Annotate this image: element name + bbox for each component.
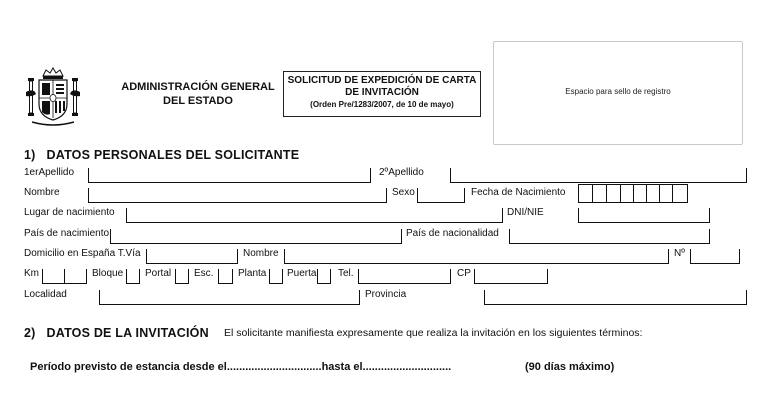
label-localidad: Localidad (24, 289, 67, 300)
label-domicilio: Domicilio en España T.Vía (24, 248, 141, 259)
pais-nacimiento-field[interactable] (110, 229, 402, 244)
authority-line-2: DEL ESTADO (163, 95, 233, 107)
label-dni-nie: DNI/NIE (507, 207, 544, 218)
label-esc: Esc. (194, 268, 214, 279)
cp-field[interactable] (474, 269, 548, 284)
issuing-authority (118, 80, 278, 108)
numero-field[interactable] (690, 249, 740, 264)
label-apellido-1: 1erApellido (24, 167, 75, 178)
label-numero: Nº (674, 248, 685, 259)
provincia-field[interactable] (484, 290, 747, 305)
form-title-box (283, 71, 481, 117)
section-2-heading (24, 326, 209, 340)
tel-field[interactable] (358, 269, 451, 284)
authority-line-1: ADMINISTRACIÓN GENERAL (121, 81, 275, 93)
label-nombre: Nombre (24, 187, 60, 198)
form-title-line-2: DE INVITACIÓN (345, 87, 419, 98)
label-bloque: Bloque (92, 268, 124, 279)
form-title-reference: (Orden Pre/1283/2007, de 10 de mayo) (310, 100, 454, 109)
label-planta: Planta (238, 268, 267, 279)
label-pais-nacimiento: País de nacimiento (24, 228, 110, 239)
portal-field[interactable] (175, 269, 189, 284)
label-apellido-2: 2ºApellido (379, 167, 424, 178)
label-tel: Tel. (338, 268, 354, 279)
label-lugar-nacimiento: Lugar de nacimiento (24, 207, 115, 218)
section-1-number: 1) (24, 148, 36, 162)
registry-stamp-area (493, 41, 743, 145)
section-2-number: 2) (24, 326, 36, 340)
coat-of-arms-icon (24, 64, 82, 128)
tipo-via-field[interactable] (146, 249, 238, 264)
form-title-line-1: SOLICITUD DE EXPEDICIÓN DE CARTA (287, 75, 477, 86)
apellido-1-field[interactable] (88, 168, 371, 183)
label-cp: CP (457, 268, 471, 279)
fecha-nacimiento-field[interactable] (578, 184, 688, 203)
bloque-field[interactable] (126, 269, 140, 284)
pais-nacionalidad-field[interactable] (509, 229, 710, 244)
label-pais-nacionalidad: País de nacionalidad (406, 228, 499, 239)
section-1-heading (24, 148, 299, 162)
planta-field[interactable] (269, 269, 283, 284)
nombre-field[interactable] (88, 188, 387, 203)
section-1-title: DATOS PERSONALES DEL SOLICITANTE (46, 148, 300, 162)
label-puerta: Puerta (287, 268, 317, 279)
nombre-via-field[interactable] (284, 249, 669, 264)
lugar-nacimiento-field[interactable] (126, 208, 503, 223)
label-km: Km (24, 268, 39, 279)
puerta-field[interactable] (317, 269, 331, 284)
dni-nie-field[interactable] (578, 208, 710, 223)
label-portal: Portal (145, 268, 172, 279)
localidad-field[interactable] (99, 290, 360, 305)
esc-field[interactable] (218, 269, 233, 284)
label-fecha-nacimiento: Fecha de Nacimiento (471, 187, 566, 198)
section-2-title: DATOS DE LA INVITACIÓN (46, 326, 209, 340)
max-days-note: (90 días máximo) (525, 361, 615, 373)
section-2-note: El solicitante manifiesta expresamente que realiza la invitación en los siguientes términos: (224, 327, 643, 339)
apellido-2-field[interactable] (450, 168, 747, 183)
label-nombre-via: Nombre (243, 248, 279, 259)
label-sexo: Sexo (392, 187, 415, 198)
label-provincia: Provincia (365, 289, 407, 300)
periodo-estancia-line[interactable]: Período previsto de estancia desde el...............................hasta el............................. (30, 361, 452, 373)
registry-stamp-label: Espacio para sello de registro (565, 87, 671, 96)
km-field[interactable] (42, 269, 87, 284)
sexo-field[interactable] (417, 188, 465, 203)
